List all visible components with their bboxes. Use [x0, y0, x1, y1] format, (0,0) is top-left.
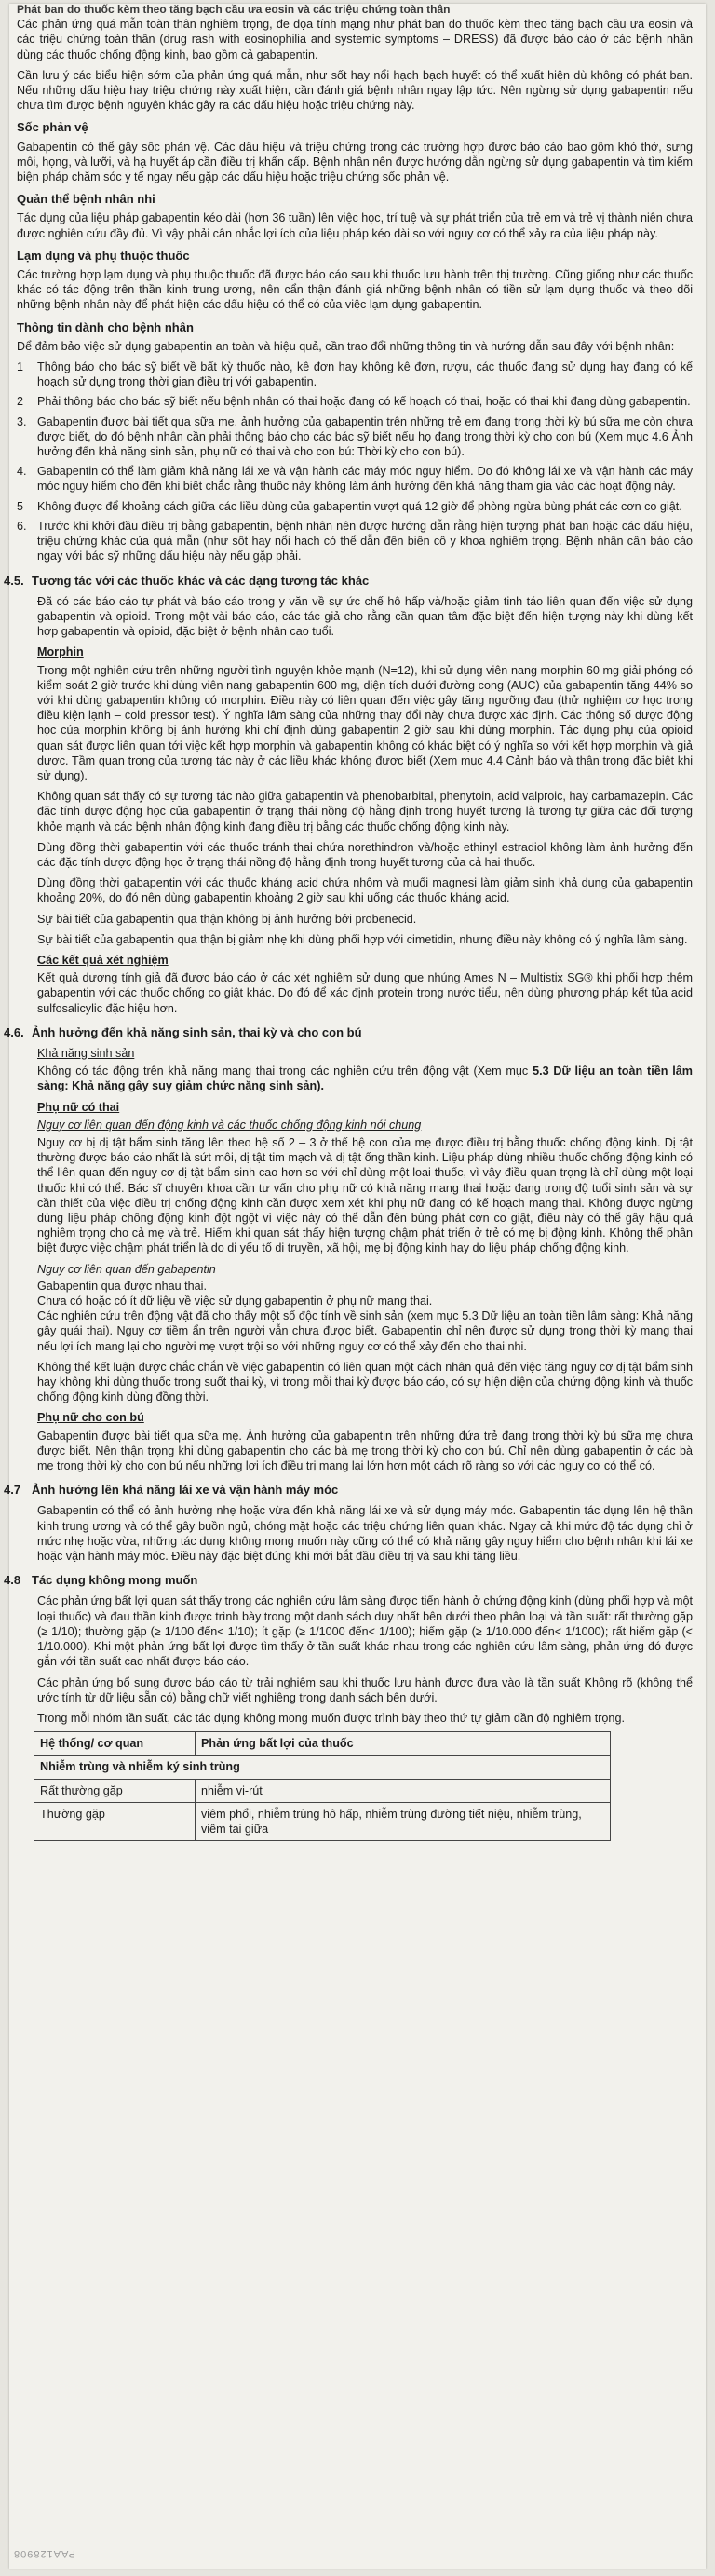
anaphylaxis-heading: Sốc phản vệ	[17, 120, 88, 135]
list-item: 5 Không được để khoảng cách giữa các liều dùng của gabapentin vượt quá 12 giờ để phòng ngừa bùng phát các cơn co giật.	[17, 499, 682, 513]
interaction-p6: Sự bài tiết của gabapentin qua thận bị giảm nhẹ khi dùng phối hợp với cimetidin, nhưng điều này không có ý nghĩa lâm sàng.	[37, 932, 688, 946]
adverse-text-2: Các phản ứng bổ sung được báo cáo từ trải nghiệm sau khi thuốc lưu hành được đưa vào là tần suất Không rõ (không thể ước tính từ dữ liệu sẵn có) bằng chữ viết nghiêng trong danh sách bên dưới.	[37, 1675, 693, 1704]
pregnancy-subheading: Nguy cơ liên quan đến động kinh và các thuốc chống động kinh nói chung	[37, 1118, 422, 1132]
adverse-text-3: Trong mỗi nhóm tần suất, các tác dụng không mong muốn được trình bày theo thứ tự giảm dần độ nghiêm trọng.	[37, 1711, 625, 1725]
dress-paragraph-2: Cần lưu ý các biểu hiện sớm của phản ứng quá mẫn, như sốt hay nổi hạch bạch huyết có thể xuất hiện dù không có phát ban. Nếu những dấu hiệu hay triệu chứng này xuất hiện, cần đánh giá bệnh nhân ngay lập tức. Nên ngừng sử dụng gabapentin nếu chưa tìm được bệnh nguyên khác gây ra các dấu hiệu hoặc triệu chứng này.	[17, 68, 693, 113]
patient-info-list	[17, 359, 693, 563]
pediatric-text: Tác dụng của liệu pháp gabapentin kéo dài (hơn 36 tuần) lên việc học, trí tuệ và sự phát triển của trẻ em và trẻ vị thành niên chưa được nghiên cứu đầy đủ. Vì vậy phải cân nhắc lợi ích của liệu pháp kéo dài so với nguy cơ có thể xảy ra của liệu pháp này.	[17, 211, 693, 240]
lab-heading: Các kết quả xét nghiệm	[37, 953, 169, 967]
table-group-row: Nhiễm trùng và nhiễm ký sinh trùng	[34, 1756, 611, 1779]
section-4-8-heading: 4.8 Tác dụng không mong muốn	[4, 1573, 198, 1588]
section-4-7-heading: 4.7 Ảnh hưởng lên khả năng lái xe và vận hành máy móc	[4, 1483, 339, 1498]
fertility-text: Không có tác động trên khả năng mang thai trong các nghiên cứu trên động vật (Xem mục 5.3 Dữ liệu an toàn tiền lâm sàng: Khả năng gây suy giảm chức năng sinh sản).	[37, 1064, 693, 1093]
adverse-text-1: Các phản ứng bất lợi quan sát thấy trong các nghiên cứu lâm sàng được tiến hành ở chứng động kinh (dùng phối hợp và một loại thuốc) và đau thần kinh được trình bày trong một danh sách duy nhất bên dưới theo phân loại và tần suất: rất thường gặp (≥ 1/10); thường gặp (≥ 1/100 đến< 1/10); ít gặp (≥ 1/1000 đến< 1/100); hiếm gặp (≥ 1/10.000 đến< 1/1000); rất hiếm gặp (< 1/10.000). Khi một phản ứng bất lợi được tìm thấy ở tần suất khác nhau trong các nghiên cứu lâm sàng, phản ứng đó được gắn với tần suất cao nhất được báo cáo.	[37, 1594, 693, 1669]
interaction-p2: Không quan sát thấy có sự tương tác nào giữa gabapentin và phenobarbital, phenytoin, acid valproic, hay carbamazepin. Các đặc tính dược động học của gabapentin ở trạng thái nồng độ hằng định trong huyết tương là tương tự giữa các đối tượng khỏe mạnh và các bệnh nhân động kinh đang điều trị bằng các thuốc chống động kinh này.	[37, 790, 693, 834]
list-item: 4. Gabapentin có thể làm giảm khả năng lái xe và vận hành các máy móc nguy hiểm. Do đó không lái xe và vận hành các máy móc nguy hiểm cho đến khi biết chắc rằng thuốc này không làm ảnh hưởng đến khả năng tham gia vào các hoạt động này.	[17, 465, 693, 494]
pregnancy-text: Nguy cơ bị dị tật bẩm sinh tăng lên theo hệ số 2 – 3 ở thế hệ con của mẹ được điều trị bằng thuốc chống động kinh. Dị tật thường được báo cáo nhất là sứt môi, dị tật tim mạch và dị tật ống thần kinh. Liệu pháp dùng nhiều thuốc chống động kinh có thể liên quan đến nguy cơ dị tật bẩm sinh cao hơn so với chỉ dùng một loại thuốc, vì vậy điều quan trọng là chỉ dùng một loại thuốc khi có thể. Bác sĩ chuyên khoa cần tư vấn cho phụ nữ có khả năng mang thai hoặc đang trong độ tuổi sinh sản và sự cần thiết của việc điều trị chống động kinh cần được xem xét khi phụ nữ đang có kế hoạch mang thai. Không được ngừng dùng liệu pháp chống động kinh đột ngột vì việc này có thể dẫn đến bùng phát cơn co giật, điều này có thể gây hậu quả nghiêm trọng cho cả mẹ và trẻ. Hiếm khi quan sát thấy hiện tượng chậm phát triển ở trẻ có mẹ bị động kinh. Không thể phân biệt được việc chậm phát triển là do di yếu tố di truyền, xã hội, mẹ bị động kinh hay do liệu pháp chống động kinh.	[37, 1136, 693, 1255]
morphine-text: Trong một nghiên cứu trên những người tình nguyện khỏe mạnh (N=12), khi sử dụng viên nang morphin 60 mg giải phóng có kiểm soát 2 giờ trước khi dùng viên nang gabapentin 600 mg, diện tích dưới đường cong (AUC) của gabapentin tăng 44% so với khi dùng gabapentin không có morphin. Điều này có liên quan đến việc gây tăng ngưỡng đau (thử nghiệm cơ học trong điều kiện lạnh – cold pressor test). Ý nghĩa lâm sàng của những thay đổi này chưa được xác định. Các thông số dược động học của morphin không bị ảnh hưởng khi chỉ định dùng gabapentin 2 giờ sau khi dùng morphin. Tác dụng phụ của opioid quan sát được liên quan tới việc kết hợp morphin và gabapentin không có khác biệt có ý nghĩa so với kết hợp morphin và giả dược. Tầm quan trọng của tương tác này ở các liều khác không được biết (Xem mục 4.4 Cảnh báo và thận trọng đặc biệt khi sử dụng).	[37, 663, 693, 782]
anaphylaxis-text: Gabapentin có thể gây sốc phản vệ. Các dấu hiệu và triệu chứng trong các trường hợp được báo cáo bao gồm khó thở, sưng môi, họng, và lưỡi, và hạ huyết áp cần điều trị khẩn cấp. Bệnh nhân nên được hướng dẫn ngừng sử dụng gabapentin và tìm kiếm biện pháp chăm sóc y tế ngay nếu gặp các dấu hiệu hoặc triệu chứng sốc phản vệ.	[17, 140, 693, 184]
table-row: Rất thường gặp nhiễm vi-rút	[34, 1779, 611, 1802]
abuse-text: Các trường hợp lạm dụng và phụ thuộc thuốc đã được báo cáo sau khi thuốc lưu hành trên thị trường. Cũng giống như các thuốc khác có tác động trên thần kinh trung ương, nên cẩn thận đánh giá những bệnh nhân có tiền sử lạm dụng thuốc và theo dõi những bệnh nhân này để phát hiện các dấu hiệu có thể có của việc lạm dụng gabapentin.	[17, 268, 693, 312]
pediatric-heading: Quản thể bệnh nhân nhi	[17, 192, 155, 207]
abuse-heading: Lạm dụng và phụ thuộc thuốc	[17, 248, 190, 263]
lactation-text: Gabapentin được bài tiết qua sữa mẹ. Ảnh hưởng của gabapentin trên những đứa trẻ đang trong thời kỳ bú sữa mẹ chưa được biết. Nên thận trọng khi dùng gabapentin cho các bà mẹ trong thời kỳ cho con bú. Chỉ nên dùng gabapentin ở các bà mẹ trong thời kỳ cho con bú nếu những lợi ích điều trị mang lại lớn hơn một cách rõ ràng so với các nguy cơ có thể có.	[37, 1429, 693, 1473]
table-row: Thường gặp viêm phổi, nhiễm trùng hô hấp, nhiễm trùng đường tiết niệu, nhiễm trùng, viêm tai giữa	[34, 1802, 611, 1840]
table-header-system: Hệ thống/ cơ quan	[34, 1732, 196, 1756]
cut-off-heading: Phát ban do thuốc kèm theo tăng bạch cầu ưa eosin và các triệu chứng toàn thân	[17, 3, 451, 16]
list-item: 1 Thông báo cho bác sỹ biết về bất kỳ thuốc nào, kê đơn hay không kê đơn, rượu, các thuốc đang sử dụng hay đang có kế hoạch sử dụng trong thời gian điều trị với gabapentin.	[17, 360, 693, 389]
lab-text: Kết quả dương tính giả đã được báo cáo ở các xét nghiệm sử dụng que nhúng Ames N – Multistix SG® khi phối hợp thêm gabapentin với các thuốc chống co giật khác. Do đó để xác định protein trong nước tiểu, nên dùng phương pháp kết tủa acid sulfosalicylic đặc hiệu hơn.	[37, 971, 693, 1015]
section-4-5-heading: 4.5. Tương tác với các thuốc khác và các dạng tương tác khác	[4, 573, 370, 588]
section-4-6-heading: 4.6. Ảnh hưởng đến khả năng sinh sản, thai kỳ và cho con bú	[4, 1024, 362, 1039]
adverse-reactions-table	[34, 1731, 611, 1841]
pregnancy-subheading-2: Nguy cơ liên quan đến gabapentin	[37, 1262, 216, 1276]
interaction-p5: Sự bài tiết của gabapentin qua thận không bị ảnh hưởng bởi probenecid.	[37, 912, 417, 926]
pregnancy-text-2c: Các nghiên cứu trên động vật đã cho thấy một số độc tính về sinh sản (xem mục 5.3 Dữ liệu an toàn tiền lâm sàng: Khả năng gây quái thai). Nguy cơ tiềm ẩn trên người vẫn chưa được biết. Gabapentin chỉ nên được sử dụng trong thời kỳ mang thai nếu lợi ích mang lại cho người mẹ vượt trội so với những nguy cơ có thể xảy đến cho thai nhi.	[37, 1309, 693, 1353]
morphine-heading: Morphin	[37, 645, 84, 659]
lactation-heading: Phụ nữ cho con bú	[37, 1411, 144, 1425]
fertility-heading: Khả năng sinh sản	[37, 1046, 135, 1060]
list-item: 3. Gabapentin được bài tiết qua sữa mẹ, ảnh hưởng của gabapentin trên những trẻ em đang trong thời kỳ bú sữa mẹ còn chưa được biết, do đó bệnh nhân cần phải thông báo cho các bác sỹ biết nếu họ đang trong thời kỳ cho con bú (Xem mục 4.6 Ảnh hưởng đến khả năng sinh sản, phụ nữ có thai và cho con bú: Thời kỳ cho con bú).	[17, 414, 693, 459]
patient-info-intro: Để đảm bảo việc sử dụng gabapentin an toàn và hiệu quả, cần trao đổi những thông tin và hướng dẫn sau đây với bệnh nhân:	[17, 339, 675, 353]
list-item: 2 Phải thông báo cho bác sỹ biết nếu bệnh nhân có thai hoặc đang có kế hoạch có thai, hoặc có thai khi đang dùng gabapentin.	[17, 395, 691, 409]
dress-paragraph: Các phản ứng quá mẫn toàn thân nghiêm trọng, đe dọa tính mạng như phát ban do thuốc kèm theo tăng bạch cầu ưa eosin và các triệu chứng toàn thân (drug rash with eosinophilia and systemic symptoms – DRESS) đã được báo cáo ở các bệnh nhân dùng các thuốc chống động kinh, bao gồm cả gabapentin.	[17, 18, 693, 61]
document-page	[4, 3, 706, 2569]
interaction-p3: Dùng đồng thời gabapentin với các thuốc tránh thai chứa norethindron và/hoặc ethinyl estradiol không làm ảnh hưởng đến các đặc tính dược động học ở trạng thái nồng độ hằng định trong huyết tương của cả hai thuốc.	[37, 840, 693, 869]
pregnancy-text-3: Không thể kết luận được chắc chắn về việc gabapentin có liên quan một cách nhân quả đến việc tăng nguy cơ dị tật bẩm sinh hay không khi dùng thuốc trong suốt thai kỳ, vì trong mỗi thai kỳ được báo cáo, có sự hiện diện của chứng động kinh và thuốc chống động kinh dùng đồng thời.	[37, 1360, 693, 1404]
patient-info-heading: Thông tin dành cho bệnh nhân	[17, 319, 194, 334]
interaction-p4: Dùng đồng thời gabapentin với các thuốc kháng acid chứa nhôm và muối magnesi làm giảm sinh khả dụng của gabapentin khoảng 20%, do đó nên dùng gabapentin khoảng 2 giờ sau khi uống các thuốc kháng acid.	[37, 876, 693, 905]
list-item: 6. Trước khi khởi đầu điều trị bằng gabapentin, bệnh nhân nên được hướng dẫn rằng hiện tượng phát ban hoặc các dấu hiệu, triệu chứng khác của quá mẫn (như sốt hay nổi hạch có thể dẫn đến biến cố y khoa nghiêm trọng. Bệnh nhân cần báo cáo ngay với bác sỹ những dấu hiệu này nếu gặp phải.	[17, 519, 693, 563]
table-header-reaction: Phản ứng bất lợi của thuốc	[196, 1732, 611, 1756]
interaction-intro: Đã có các báo cáo tự phát và báo cáo trong y văn về sự ức chế hô hấp và/hoặc giảm tinh táo liên quan đến việc sử dụng gabapentin và opioid. Trong một vài báo cáo, các tác giả cho rằng cần quan tâm đặc biệt đến hiện tượng này khi dùng kết hợp gabapentin và opioid, đặc biệt ở bệnh nhân cao tuổi.	[37, 594, 693, 639]
pregnancy-text-2a: Gabapentin qua được nhau thai.	[37, 1279, 207, 1293]
driving-text: Gabapentin có thể có ảnh hưởng nhẹ hoặc vừa đến khả năng lái xe và sử dụng máy móc. Gabapentin tác dụng lên hệ thần kinh trung ương và có thể gây buồn ngủ, chóng mặt hoặc các triệu chứng liên quan khác. Ngay cả khi mức độ tác dụng chỉ ở mức nhẹ hoặc vừa, những tác dụng không mong muốn này cũng có thể có khả năng gây nguy hiểm cho bệnh nhân khi lái xe hoặc vận hành máy móc. Điều này đặc biệt đúng khi mới bắt đầu điều trị và sau khi tăng liều.	[37, 1504, 693, 1564]
pregnancy-text-2b: Chưa có hoặc có ít dữ liệu về việc sử dụng gabapentin ở phụ nữ mang thai.	[37, 1295, 433, 1308]
pregnancy-heading: Phụ nữ có thai	[37, 1100, 120, 1114]
footer-code: PAA128908	[13, 2548, 75, 2559]
